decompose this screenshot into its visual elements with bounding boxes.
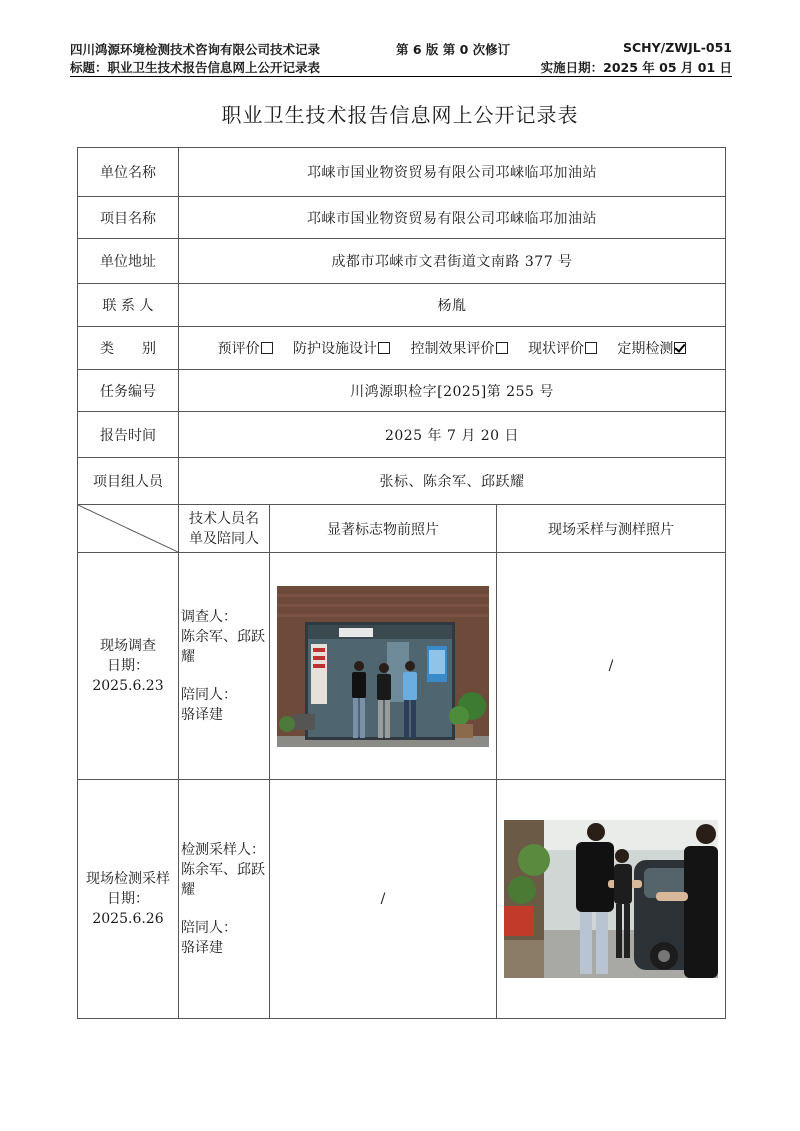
testing-companion: 骆译建 [181,940,223,956]
staff-header-line-2: 单及陪同人 [189,530,259,547]
testing-date-cell [78,780,179,1019]
record-table [77,147,726,1019]
effective-date: 实施日期：2025 年 05 月 01 日 [540,60,732,75]
survey-companion-label: 陪同人： [181,687,237,703]
report-time-label: 报告时间 [78,412,179,458]
category-option-pre-eval: 预评价 [218,341,273,357]
unit-address-label: 单位地址 [78,239,179,284]
page-title: 职业卫生技术报告信息网上公开记录表 [221,103,579,127]
unit-address-value: 成都市邛崃市文君街道文南路 377 号 [179,239,726,284]
row-project-members [78,458,726,505]
unit-name-value: 邛崃市国业物资贸易有限公司邛崃临邛加油站 [179,148,726,197]
row-unit-name [78,148,726,197]
staff-header [179,505,270,553]
sampler-label: 检测采样人： [181,842,265,858]
survey-date-cell [78,553,179,780]
testing-people-cell [179,780,270,1019]
task-number-value: 川鸿源职检字[2025]第 255 号 [179,370,726,412]
samplers-line-1: 陈余军、邱跃 [181,862,265,878]
version: 第 6 版 第 0 次修订 [396,42,511,57]
project-name-value: 邛崃市国业物资贸易有限公司邛崃临邛加油站 [179,197,726,239]
task-number-label: 任务编号 [78,370,179,412]
category-option-periodic-test: 定期检测 [617,341,686,357]
unit-name-label: 单位名称 [78,148,179,197]
header-rule [70,76,732,77]
category-label: 类 别 [78,327,179,370]
report-time-value: 2025 年 7 月 20 日 [179,412,726,458]
staff-header-line-1: 技术人员名 [189,510,259,527]
sampling-photo [504,820,718,978]
survey-date: 2025.6.23 [92,678,164,694]
category-option-control-effect: 控制效果评价 [411,341,508,357]
survey-date-label-line-1: 现场调查 [100,638,156,654]
row-contact [78,284,726,327]
company-record: 四川鸿源环境检测技术咨询有限公司技术记录 [70,42,321,57]
testing-date-label-line-1: 现场检测采样 [86,871,170,887]
landmark-photo-cell [270,553,497,780]
periodic-test-checkbox[interactable] [674,342,686,354]
sampling-photo-cell [497,780,726,1019]
testing-row [78,780,726,1019]
row-project-name [78,197,726,239]
row-task-number [78,370,726,412]
category-option-status-eval: 现状评价 [528,341,597,357]
subject: 标题：职业卫生技术报告信息网上公开记录表 [70,60,321,75]
sampling-header: 现场采样与测样照片 [497,505,726,553]
pre-eval-checkbox[interactable] [261,342,273,354]
contact-value: 杨胤 [179,284,726,327]
project-members-value: 张标、陈余军、邱跃耀 [179,458,726,505]
testing-companion-label: 陪同人： [181,920,237,936]
project-name-label: 项目名称 [78,197,179,239]
investigator-label: 调查人： [181,609,237,625]
survey-sampling-photo-cell: / [497,553,726,780]
investigators-line-2: 耀 [181,649,195,665]
testing-landmark-photo-cell: / [270,780,497,1019]
project-members-label: 项目组人员 [78,458,179,505]
diagonal-line [78,505,178,552]
landmark-photo [277,586,489,747]
survey-companion: 骆译建 [181,707,223,723]
testing-date: 2025.6.26 [92,911,164,927]
landmark-header: 显著标志物前照片 [270,505,497,553]
row-category [78,327,726,370]
survey-row [78,553,726,780]
testing-date-label-line-2: 日期： [107,891,149,907]
control-effect-checkbox[interactable] [496,342,508,354]
survey-date-label-line-2: 日期： [107,658,149,674]
doc-code: SCHY/ZWJL-051 [622,40,732,55]
status-eval-checkbox[interactable] [585,342,597,354]
row-report-time [78,412,726,458]
category-option-protection-design: 防护设施设计 [293,341,390,357]
protection-design-checkbox[interactable] [378,342,390,354]
contact-label: 联 系 人 [78,284,179,327]
row-unit-address [78,239,726,284]
survey-people-cell [179,553,270,780]
diagonal-header-cell [78,505,179,553]
photo-table-header [78,505,726,553]
category-options [179,327,726,370]
investigators-line-1: 陈余军、邱跃 [181,629,265,645]
samplers-line-2: 耀 [181,882,195,898]
